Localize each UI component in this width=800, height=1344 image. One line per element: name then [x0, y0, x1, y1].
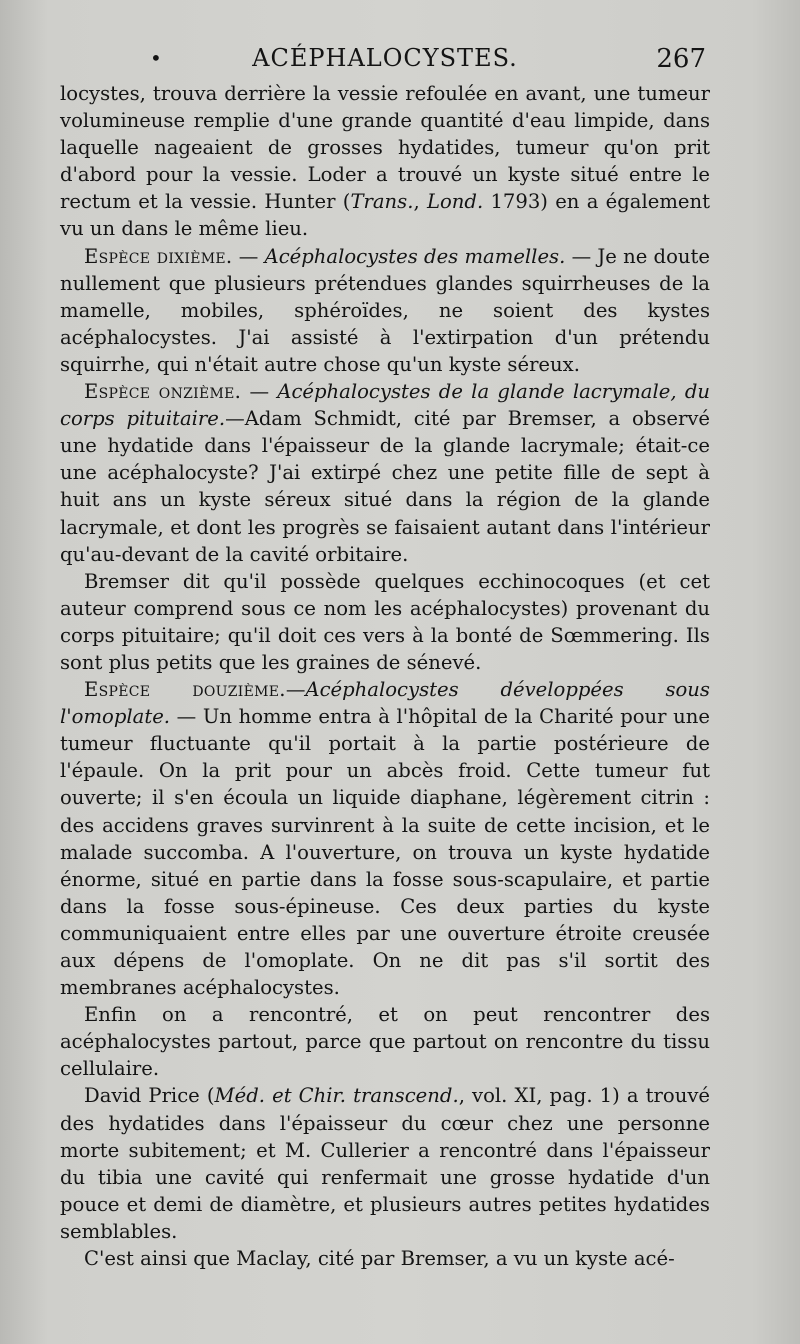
paragraph [60, 80, 710, 243]
text-run: 1793) en a également vu un dans le même lieu. [60, 190, 710, 241]
text-run: C'est ainsi que Maclay, cité par Bremser, a vu un kyste acé- [84, 1247, 675, 1271]
italic-text: Méd. et Chir. transcend. [214, 1084, 459, 1108]
header-dot: • [150, 46, 162, 70]
species-heading: Espèce dixième. [84, 244, 233, 268]
text-run: — [241, 380, 278, 404]
paragraph [60, 1001, 710, 1082]
running-title: ACÉPHALOCYSTES. [252, 44, 518, 72]
italic-text: Acéphalocystes des mamelles. [264, 244, 566, 268]
text-run: — Un homme entra à l'hôpital de la Charité pour une tumeur fluctuante qu'il portait à la partie postérieure de l'épaule. On la prit pour un abcès froid. Cette tumeur fut ouverte; il s'en écoula un liquide diaphane, légèrement citrin : des accidens graves survinrent à la suite de cette incision, et le malade succomba. A l'ouverture, on trouva un kyste hydatide énorme, situé en partie dans la fosse sous-scapulaire, et partie dans la fosse sous-épineuse. Ces deux parties du kyste communiquaient entre elles par une ouverture étroite creusée aux dépens de l'omoplate. On ne dit pas s'il sortit des membranes acéphalocystes. [60, 705, 710, 1000]
italic-text: Trans. [350, 190, 414, 214]
text-run: Bremser dit qu'il possède quelques ecchinocoques (et cet auteur comprend sous ce nom les acéphalocystes) provenant du corps pituitaire; qu'il doit ces vers à la bonté de Sœmmering. Ils sont plus petits que les graines de sénevé. [60, 569, 710, 674]
text-run: — Je ne doute nullement que plusieurs prétendues glandes squirrheuses de la mamelle, mobiles, sphéroïdes, ne soient des kystes acéphalocystes. J'ai assisté à l'extirpation d'un prétendu squirrhe, qui n'était autre chose qu'un kyste séreux. [60, 244, 710, 376]
text-run: David Price ( [84, 1084, 215, 1108]
text-run: , vol. XI, pag. 1) a trouvé des hydatides dans l'épaisseur du cœur chez une personne morte subitement; et M. Cullerier a rencontré dans l'épaisseur du tibia une cavité qui renfermait une grosse hydatide d'un pouce et demi de diamètre, et plusieurs autres petites hydatides semblables. [60, 1084, 711, 1243]
body-text [60, 80, 710, 1272]
page-header [60, 40, 710, 80]
text-run: , [413, 190, 427, 214]
species-heading: Espèce onzième. [84, 380, 242, 404]
page-number: 267 [656, 44, 706, 74]
text-run: —Adam Schmidt, cité par Bremser, a observé une hydatide dans l'épaisseur de la glande lacrymale; était-ce une acéphalocyste? J'ai extirpé chez une petite fille de sept à huit ans un kyste séreux situé dans la région de la glande lacrymale, et dont les progrès se faisaient autant dans l'intérieur qu'au-devant de la cavité orbitaire. [60, 407, 710, 566]
text-run: — [285, 678, 306, 702]
paragraph [60, 568, 710, 676]
italic-text: Lond. [426, 190, 484, 214]
species-heading: Espèce douzième. [84, 678, 286, 702]
text-run: Enfin on a rencontré, et on peut rencontrer des acéphalocystes partout, parce que partout on rencontre du tissu cellulaire. [60, 1003, 710, 1081]
text-run: — [232, 244, 265, 268]
paragraph [60, 378, 710, 568]
italic-text: Acéphalocystes développées sous l'omoplate. [60, 678, 710, 729]
italic-text: Acéphalocystes de la glande lacrymale, du corps pituitaire. [60, 380, 710, 431]
paragraph [60, 676, 710, 1001]
paragraph [60, 1245, 710, 1272]
paragraph [60, 243, 710, 378]
text-run: locystes, trouva derrière la vessie refoulée en avant, une tumeur volumineuse remplie d'une grande quantité d'eau limpide, dans laquelle nageaient de grosses hydatides, tumeur qu'on prit d'abord pour la vessie. Loder a trouvé un kyste situé entre le rectum et la vessie. Hunter ( [60, 82, 710, 214]
paragraph [60, 1082, 710, 1245]
